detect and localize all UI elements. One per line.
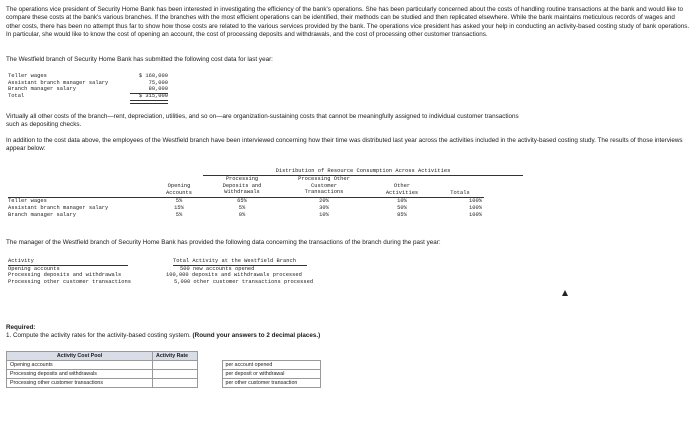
activity-total: 500 new accounts opened [180, 265, 255, 272]
activity-rate-header: Activity Rate [153, 352, 198, 361]
activity-note: The manager of the Westfield branch of Security Home Bank has provided the following data concerning the transactions of the branch during the past year: [6, 239, 441, 246]
distribution-table [8, 168, 692, 250]
activity-col-header: Activity [8, 258, 34, 264]
table-row: Branch manager salary 5% 0% 10% 85% 100% [8, 212, 482, 218]
cost-label: Branch manager salary [8, 86, 76, 93]
interview-note: In addition to the cost data above, the employees of the Westfield branch have been interviewed concerning how their time was distributed last year across the activities included in the activity-based costing study. The results of those interviews appear below: [6, 137, 683, 153]
activity-table [8, 258, 388, 298]
activity-name: Processing other customer transactions [8, 278, 131, 285]
col-header-opening-accounts: Opening Accounts [166, 183, 192, 196]
activity-rate-table [6, 351, 321, 388]
rate-unit: per deposit or withdrawal [222, 370, 320, 379]
activity-name: Opening accounts [8, 265, 60, 272]
col-header-totals: Totals [450, 190, 470, 196]
cost-data-intro: The Westfield branch of Security Home Bank has submitted the following cost data for last year: [6, 56, 273, 63]
intro-paragraph: The operations vice president of Security Home Bank has been interested in investigating the efficiency of the bank's operations. She has been particularly concerned about the costs of handling routine transactions at the bank and would like to compare these costs at the bank's various branches. If the branches with the most efficient operations can be identified, their methods can be studied and then replicated elsewhere. While the bank maintains meticulous records of wages and other costs, there has been no attempt thus far to show how those costs are related to the various services provided by the bank. The operations vice president has asked your help in conducting an activity-based costing study of bank operations. In particular, she would like to know the cost of opening an account, the cost of processing deposits and withdrawals, and the cost of processing other customer transactions. [6, 6, 690, 39]
row-label: Teller wages [8, 198, 47, 204]
rate-input-other-transactions[interactable] [153, 379, 198, 388]
rate-input-opening-accounts[interactable] [153, 361, 198, 370]
rate-unit: per other customer transaction [222, 379, 320, 388]
row-label: Branch manager salary [8, 212, 76, 218]
cost-total-value: $ 315,000 [138, 92, 168, 99]
cost-total-label: Total [8, 92, 25, 99]
cost-label: Teller wages [8, 73, 47, 79]
col-header-other-transactions: Processing Other Customer Transactions [298, 176, 350, 196]
cost-total-row [8, 93, 168, 100]
mouse-cursor-icon [562, 290, 568, 296]
table-row [7, 379, 321, 388]
total-double-rule [130, 100, 168, 104]
cost-label: Assistant branch manager salary [8, 79, 109, 86]
table-row [7, 361, 321, 370]
cost-data-block [8, 73, 168, 99]
rounding-note: (Round your answers to 2 decimal places.) [192, 332, 321, 339]
cost-pool-name: Processing deposits and withdrawals [7, 370, 153, 379]
activity-total: 100,000 deposits and withdrawals processed [166, 272, 302, 278]
row-label: Assistant branch manager salary [8, 205, 109, 211]
subtotal-rule [130, 93, 168, 94]
cost-pool-name: Processing other customer transactions [7, 379, 153, 388]
required-label: Required: [6, 324, 36, 331]
cost-pool-name: Opening accounts [7, 361, 153, 370]
cost-value: 80,000 [148, 86, 168, 93]
col-header-deposits-withdrawals: Processing Deposits and Withdrawals [222, 176, 262, 196]
cost-row [8, 80, 168, 87]
total-activity-col-header: Total Activity at the Westfield Branch [173, 258, 296, 264]
cost-row [8, 73, 168, 80]
overhead-note: Virtually all other costs of the branch—rent, depreciation, utilities, and so on—are organization-sustaining costs that cannot be meaningfully assigned to individual customer transactions such as depositing checks. [6, 113, 519, 129]
col-header-other-activities: Other Activities [385, 183, 419, 196]
table-row: Teller wages 5% 65% 20% 10% 100% [8, 198, 482, 204]
activity-name: Processing deposits and withdrawals [8, 272, 122, 278]
distribution-title: Distribution of Resource Consumption Across Activities [275, 168, 451, 174]
activity-cost-pool-header: Activity Cost Pool [7, 352, 153, 361]
rate-input-deposits-withdrawals[interactable] [153, 370, 198, 379]
cost-value: 75,000 [148, 79, 168, 86]
rate-unit: per account opened [222, 361, 320, 370]
table-row: Assistant branch manager salary 15% 5% 30% 50% 100% [8, 205, 482, 211]
required-instruction: 1. Compute the activity rates for the activity-based costing system. (Round your answers to 2 decimal places.) [6, 332, 321, 339]
table-row [7, 370, 321, 379]
activity-total: 5,000 other customer transactions processed [174, 278, 314, 285]
cost-value: $ 160,000 [138, 73, 168, 79]
